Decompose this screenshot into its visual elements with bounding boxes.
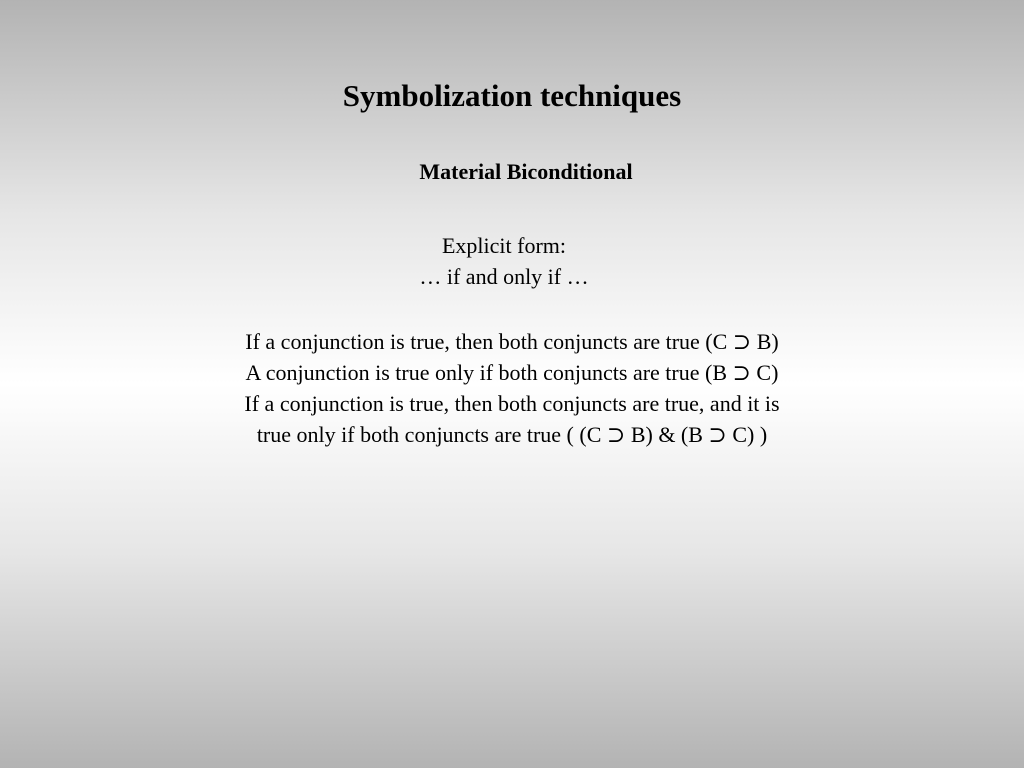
slide-title: Symbolization techniques (342, 78, 682, 113)
explanation-line: If a conjunction is true, then both conjuncts are true (C ⊃ B) (245, 329, 779, 354)
explicit-form-pattern: … if and only if … (419, 264, 589, 289)
explicit-form-block (0, 230, 1008, 292)
explanation-line: A conjunction is true only if both conjuncts are true (B ⊃ C) (245, 360, 779, 385)
explanation-line: true only if both conjuncts are true ( (C ⊃ B) & (B ⊃ C) ) (256, 422, 768, 447)
explanation-line: If a conjunction is true, then both conjuncts are true, and it is (244, 391, 780, 416)
slide-subtitle: Material Biconditional (419, 159, 633, 184)
explanation-block (0, 326, 1024, 450)
explicit-form-label: Explicit form: (441, 233, 567, 258)
